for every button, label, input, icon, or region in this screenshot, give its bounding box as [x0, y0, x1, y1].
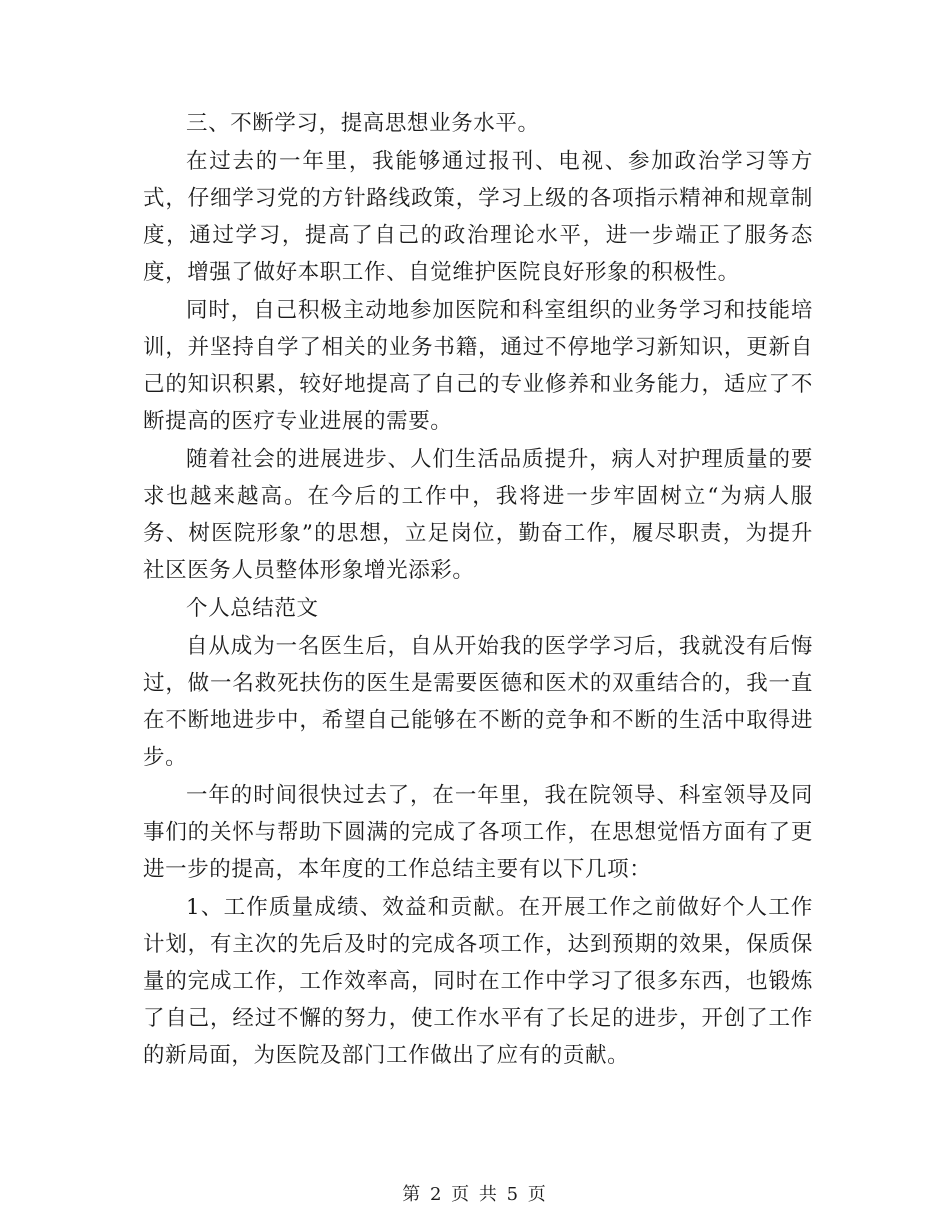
article-title: 个人总结范文 [186, 596, 319, 621]
paragraph-future-work: 随着社会的进展进步、人们生活品质提升，病人对护理质量的要求也越来越高。在今后的工作中，我将进一步牢固树立“为病人服务、树医院形象”的思想，立足岗位，勤奋工作，履尽职责，为提升社区医务人员整体形象增光添彩。 [143, 447, 813, 583]
paragraph-year-review: 一年的时间很快过去了，在一年里，我在院领导、科室领导及同事们的关怀与帮助下圆满的完成了各项工作，在思想觉悟方面有了更进一步的提高，本年度的工作总结主要有以下几项： [143, 783, 813, 882]
page-number-footer: 第 2 页 共 5 页 [402, 1184, 548, 1205]
paragraph-work-quality: 1、工作质量成绩、效益和贡献。在开展工作之前做好个人工作计划，有主次的先后及时的完成各项工作，达到预期的效果，保质保量的完成工作，工作效率高，同时在工作中学习了很多东西，也锻炼了自己，经过不懈的努力，使工作水平有了长足的进步，开创了工作的新局面，为医院及部门工作做出了应有的贡献。 [143, 895, 813, 1068]
document-body [143, 105, 813, 1075]
paragraph-skill-training: 同时，自己积极主动地参加医院和科室组织的业务学习和技能培训，并坚持自学了相关的业务书籍，通过不停地学习新知识，更新自己的知识积累，较好地提高了自己的专业修养和业务能力，适应了不断提高的医疗专业进展的需要。 [143, 298, 813, 434]
paragraph-becoming-doctor: 自从成为一名医生后，自从开始我的医学学习后，我就没有后悔过，做一名救死扶伤的医生是需要医德和医术的双重结合的，我一直在不断地进步中，希望自己能够在不断的竞争和不断的生活中取得进步。 [143, 634, 813, 770]
section-heading: 三、不断学习，提高思想业务水平。 [186, 111, 540, 136]
paragraph-study-politics: 在过去的一年里，我能够通过报刊、电视、参加政治学习等方式，仔细学习党的方针路线政策，学习上级的各项指示精神和规章制度，通过学习，提高了自己的政治理论水平，进一步端正了服务态度，增强了做好本职工作、自觉维护医院良好形象的积极性。 [143, 149, 813, 285]
